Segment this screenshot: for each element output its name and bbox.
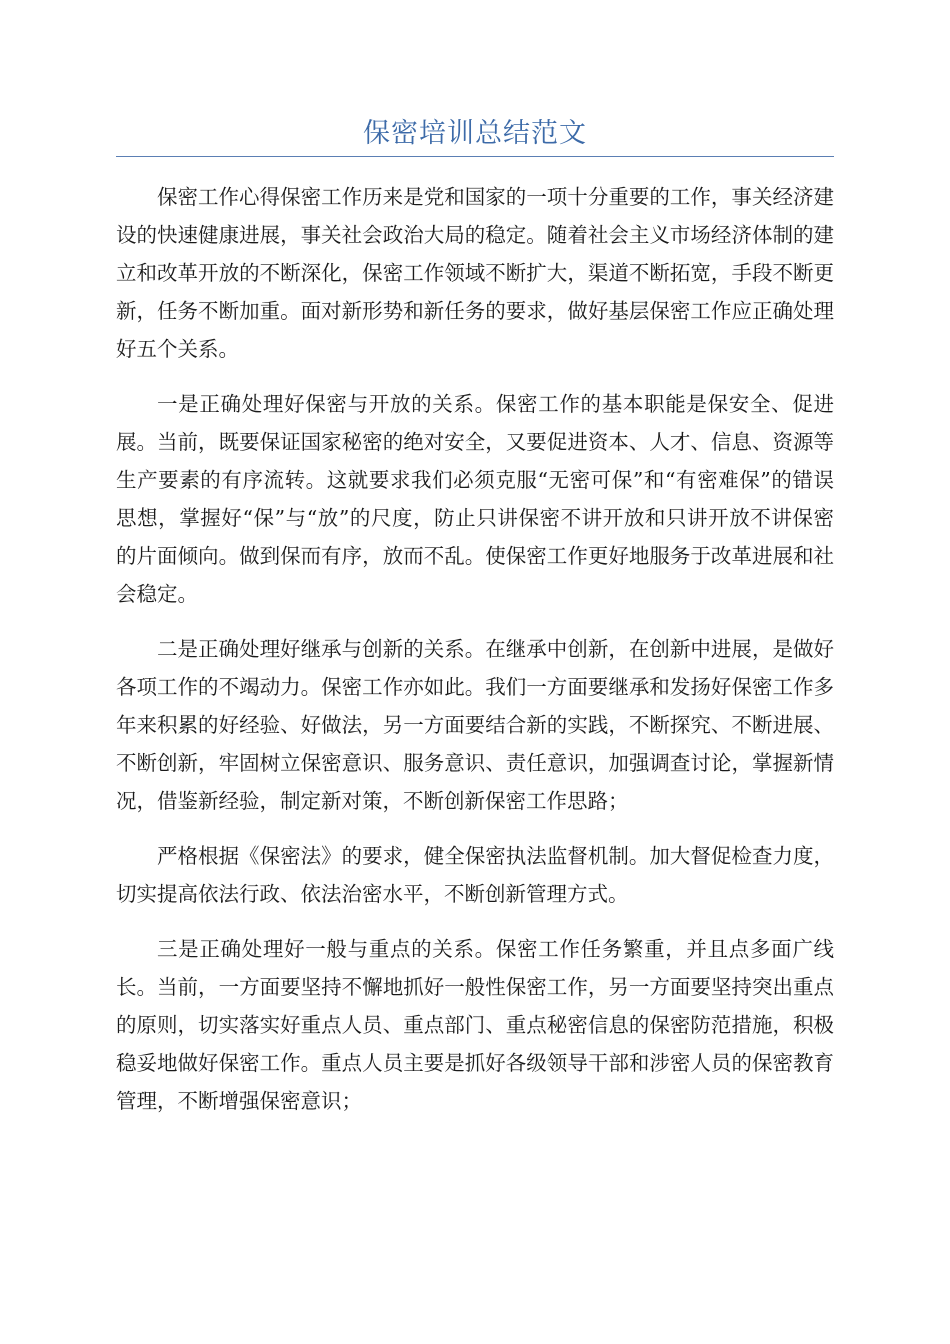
document-body	[116, 178, 834, 1137]
paragraph-secrecy-law: 严格根据《保密法》的要求，健全保密执法监督机制。加大督促检查力度，切实提高依法行政、依法治密水平，不断创新管理方式。	[116, 844, 834, 906]
document-title: 保密培训总结范文	[363, 118, 587, 149]
paragraph-intro: 保密工作心得保密工作历来是党和国家的一项十分重要的工作，事关经济建设的快速健康进展，事关社会政治大局的稳定。随着社会主义市场经济体制的建立和改革开放的不断深化，保密工作领域不断扩大，渠道不断拓宽，手段不断更新，任务不断加重。面对新形势和新任务的要求，做好基层保密工作应正确处理好五个关系。	[116, 185, 834, 361]
paragraph-secrecy-openness: 一是正确处理好保密与开放的关系。保密工作的基本职能是保安全、促进展。当前，既要保证国家秘密的绝对安全，又要促进资本、人才、信息、资源等生产要素的有序流转。这就要求我们必须克服“无密可保”和“有密难保”的错误思想，掌握好“保”与“放”的尺度，防止只讲保密不讲开放和只讲开放不讲保密的片面倾向。做到保而有序，放而不乱。使保密工作更好地服务于改革进展和社会稳定。	[116, 392, 834, 606]
paragraph-inheritance-innovation: 二是正确处理好继承与创新的关系。在继承中创新，在创新中进展，是做好各项工作的不竭动力。保密工作亦如此。我们一方面要继承和发扬好保密工作多年来积累的好经验、好做法，另一方面要结合新的实践，不断探究、不断进展、不断创新，牢固树立保密意识、服务意识、责任意识，加强调查讨论，掌握新情况，借鉴新经验，制定新对策，不断创新保密工作思路；	[116, 637, 834, 813]
title-block	[116, 112, 834, 157]
paragraph-general-key: 三是正确处理好一般与重点的关系。保密工作任务繁重，并且点多面广线长。当前，一方面要坚持不懈地抓好一般性保密工作，另一方面要坚持突出重点的原则，切实落实好重点人员、重点部门、重点秘密信息的保密防范措施，积极稳妥地做好保密工作。重点人员主要是抓好各级领导干部和涉密人员的保密教育管理，不断增强保密意识；	[116, 937, 834, 1113]
